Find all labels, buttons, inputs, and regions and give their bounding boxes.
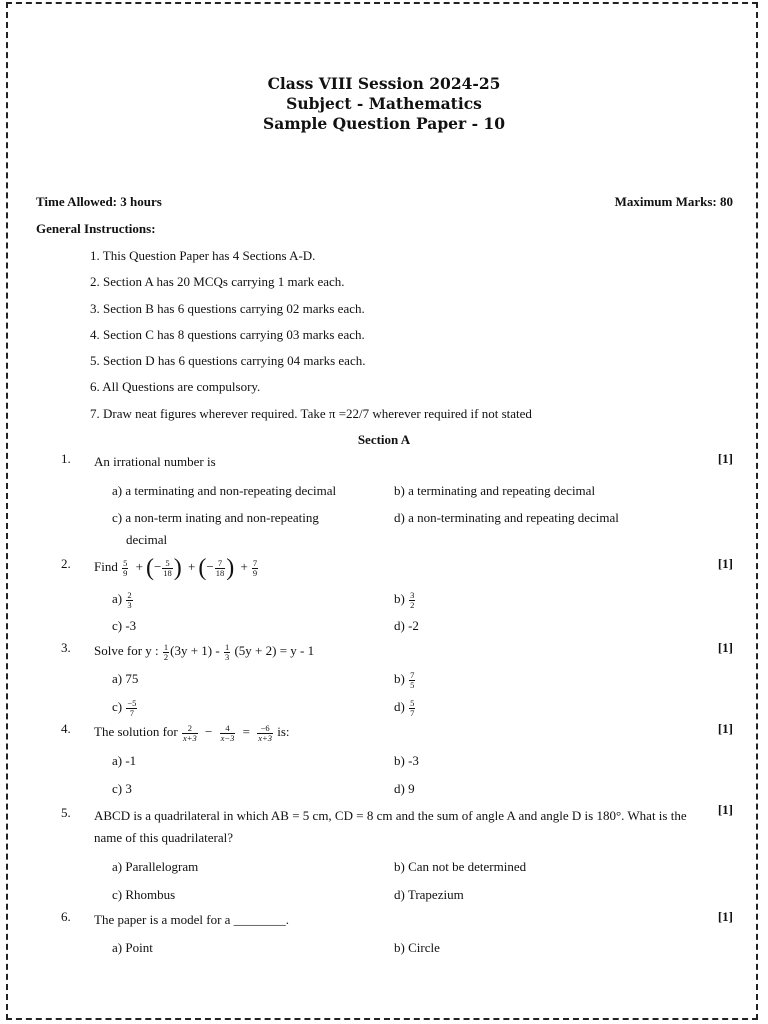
q5-option-c: c) Rhombus	[112, 887, 176, 902]
question-marks: [1]	[717, 721, 733, 736]
q2-option-c: c) -3	[112, 618, 137, 633]
fraction: $\frac{4}{x-3}$	[220, 722, 235, 743]
instructions-title: General Instructions:	[36, 221, 156, 236]
fraction: $\frac{1}{2}$	[163, 641, 169, 662]
fraction: $\frac{7}{18}$	[215, 557, 225, 578]
instruction-item: 5. Section D has 6 questions carrying 04 marks each.	[90, 353, 366, 369]
question-marks: [1]	[717, 802, 733, 817]
question-number: 1.	[61, 451, 71, 466]
q3-option-c: c) $\frac{-5}{7}$	[112, 697, 137, 718]
fraction: $\frac{5}{18}$	[163, 557, 172, 578]
fraction: $\frac{2}{3}$	[127, 589, 132, 610]
question-text: Find $\frac{5}{9}$ + (− $\frac{5}{18}$ ) + (− $\frac{7}{18}$ ) + $\frac{7}{9}$	[94, 555, 258, 581]
instruction-item: 4. Section C has 8 questions carrying 03 marks each.	[90, 326, 365, 342]
q1-option-a: a) a terminating and non-repeating decimal	[112, 483, 337, 498]
q2-option-a: a) $\frac{2}{3}$	[112, 589, 132, 610]
instruction-item: 3. Section B has 6 questions carrying 02 marks each.	[90, 300, 365, 316]
q1-option-d: d) a non-terminating and repeating decimal	[394, 510, 619, 525]
instruction-item: 6. All Questions are compulsory.	[90, 379, 261, 395]
fraction: $\frac{1}{3}$	[224, 641, 230, 662]
question-marks: [1]	[717, 640, 733, 655]
question-number: 4.	[61, 721, 71, 736]
question-number: 3.	[61, 640, 71, 655]
q4-option-c: c) 3	[112, 781, 132, 796]
q5-option-d: d) Trapezium	[394, 887, 464, 902]
maximum-marks: Maximum Marks: 80	[614, 194, 733, 209]
paper-title: Sample Question Paper - 10	[263, 114, 505, 133]
question-marks: [1]	[717, 451, 733, 466]
question-number: 5.	[61, 805, 71, 820]
class-session-title: Class VIII Session 2024-25	[267, 74, 501, 93]
q4-option-b: b) -3	[394, 753, 419, 768]
q3-option-b: b) $\frac{7}{5}$	[394, 669, 415, 690]
question-text: The paper is a model for a ________.	[94, 912, 289, 927]
q5-option-a: a) Parallelogram	[112, 859, 199, 874]
q3-option-a: a) 75	[112, 671, 139, 686]
q1-option-b: b) a terminating and repeating decimal	[394, 483, 596, 498]
question-text: An irrational number is	[94, 454, 216, 469]
q1-option-c: c) a non-term inating and non-repeating decimal	[112, 510, 319, 547]
fraction: $\frac{7}{9}$	[252, 557, 258, 578]
fraction: $\frac{-5}{7}$	[127, 697, 137, 718]
q2-prefix: Find	[94, 559, 118, 574]
fraction: $\frac{5}{7}$	[410, 697, 415, 718]
instructions-list	[90, 247, 532, 431]
fraction: $\frac{7}{5}$	[410, 669, 415, 690]
question-text: The solution for $\frac{2}{x+3}$ − $\frac{4}{x-3}$ = $\frac{-6}{x+3}$ is:	[94, 722, 290, 743]
question-number: 6.	[61, 909, 71, 924]
q6-option-a: a) Point	[112, 940, 153, 955]
q5-option-b: b) Can not be determined	[394, 859, 527, 874]
q2-option-d: d) -2	[394, 618, 419, 633]
paper-header	[0, 74, 768, 134]
q4-option-a: a) -1	[112, 753, 137, 768]
section-a-title: Section A	[357, 432, 411, 447]
question-text: ABCD is a quadrilateral in which AB = 5 cm, CD = 8 cm and the sum of angle A and angle D is 180°. What is the name of this quadrilateral?	[94, 808, 687, 845]
q2-option-b: b) $\frac{3}{2}$	[394, 589, 415, 610]
fraction: $\frac{5}{9}$	[123, 557, 128, 578]
fraction: $\frac{3}{2}$	[410, 589, 415, 610]
question-marks: [1]	[717, 909, 733, 924]
q3-option-d: d) $\frac{5}{7}$	[394, 697, 415, 718]
subject-title: Subject - Mathematics	[286, 94, 482, 113]
question-number: 2.	[61, 556, 71, 571]
q6-option-b: b) Circle	[394, 940, 440, 955]
q4-option-d: d) 9	[394, 781, 415, 796]
fraction: $\frac{2}{x+3}$	[183, 722, 197, 743]
fraction: $\frac{-6}{x+3}$	[258, 722, 272, 743]
question-text: Solve for y : $\frac{1}{2}$ (3y + 1) - $\frac{1}{3}$ (5y + 2) = y - 1	[94, 641, 315, 662]
instruction-item: 7. Draw neat figures wherever required. Take π =22/7 wherever required if not stated	[90, 405, 532, 421]
question-marks: [1]	[717, 556, 733, 571]
instruction-item: 1. This Question Paper has 4 Sections A-D.	[90, 248, 316, 263]
instruction-item: 2. Section A has 20 MCQs carrying 1 mark each.	[90, 274, 345, 290]
time-allowed: Time Allowed: 3 hours	[36, 194, 162, 209]
